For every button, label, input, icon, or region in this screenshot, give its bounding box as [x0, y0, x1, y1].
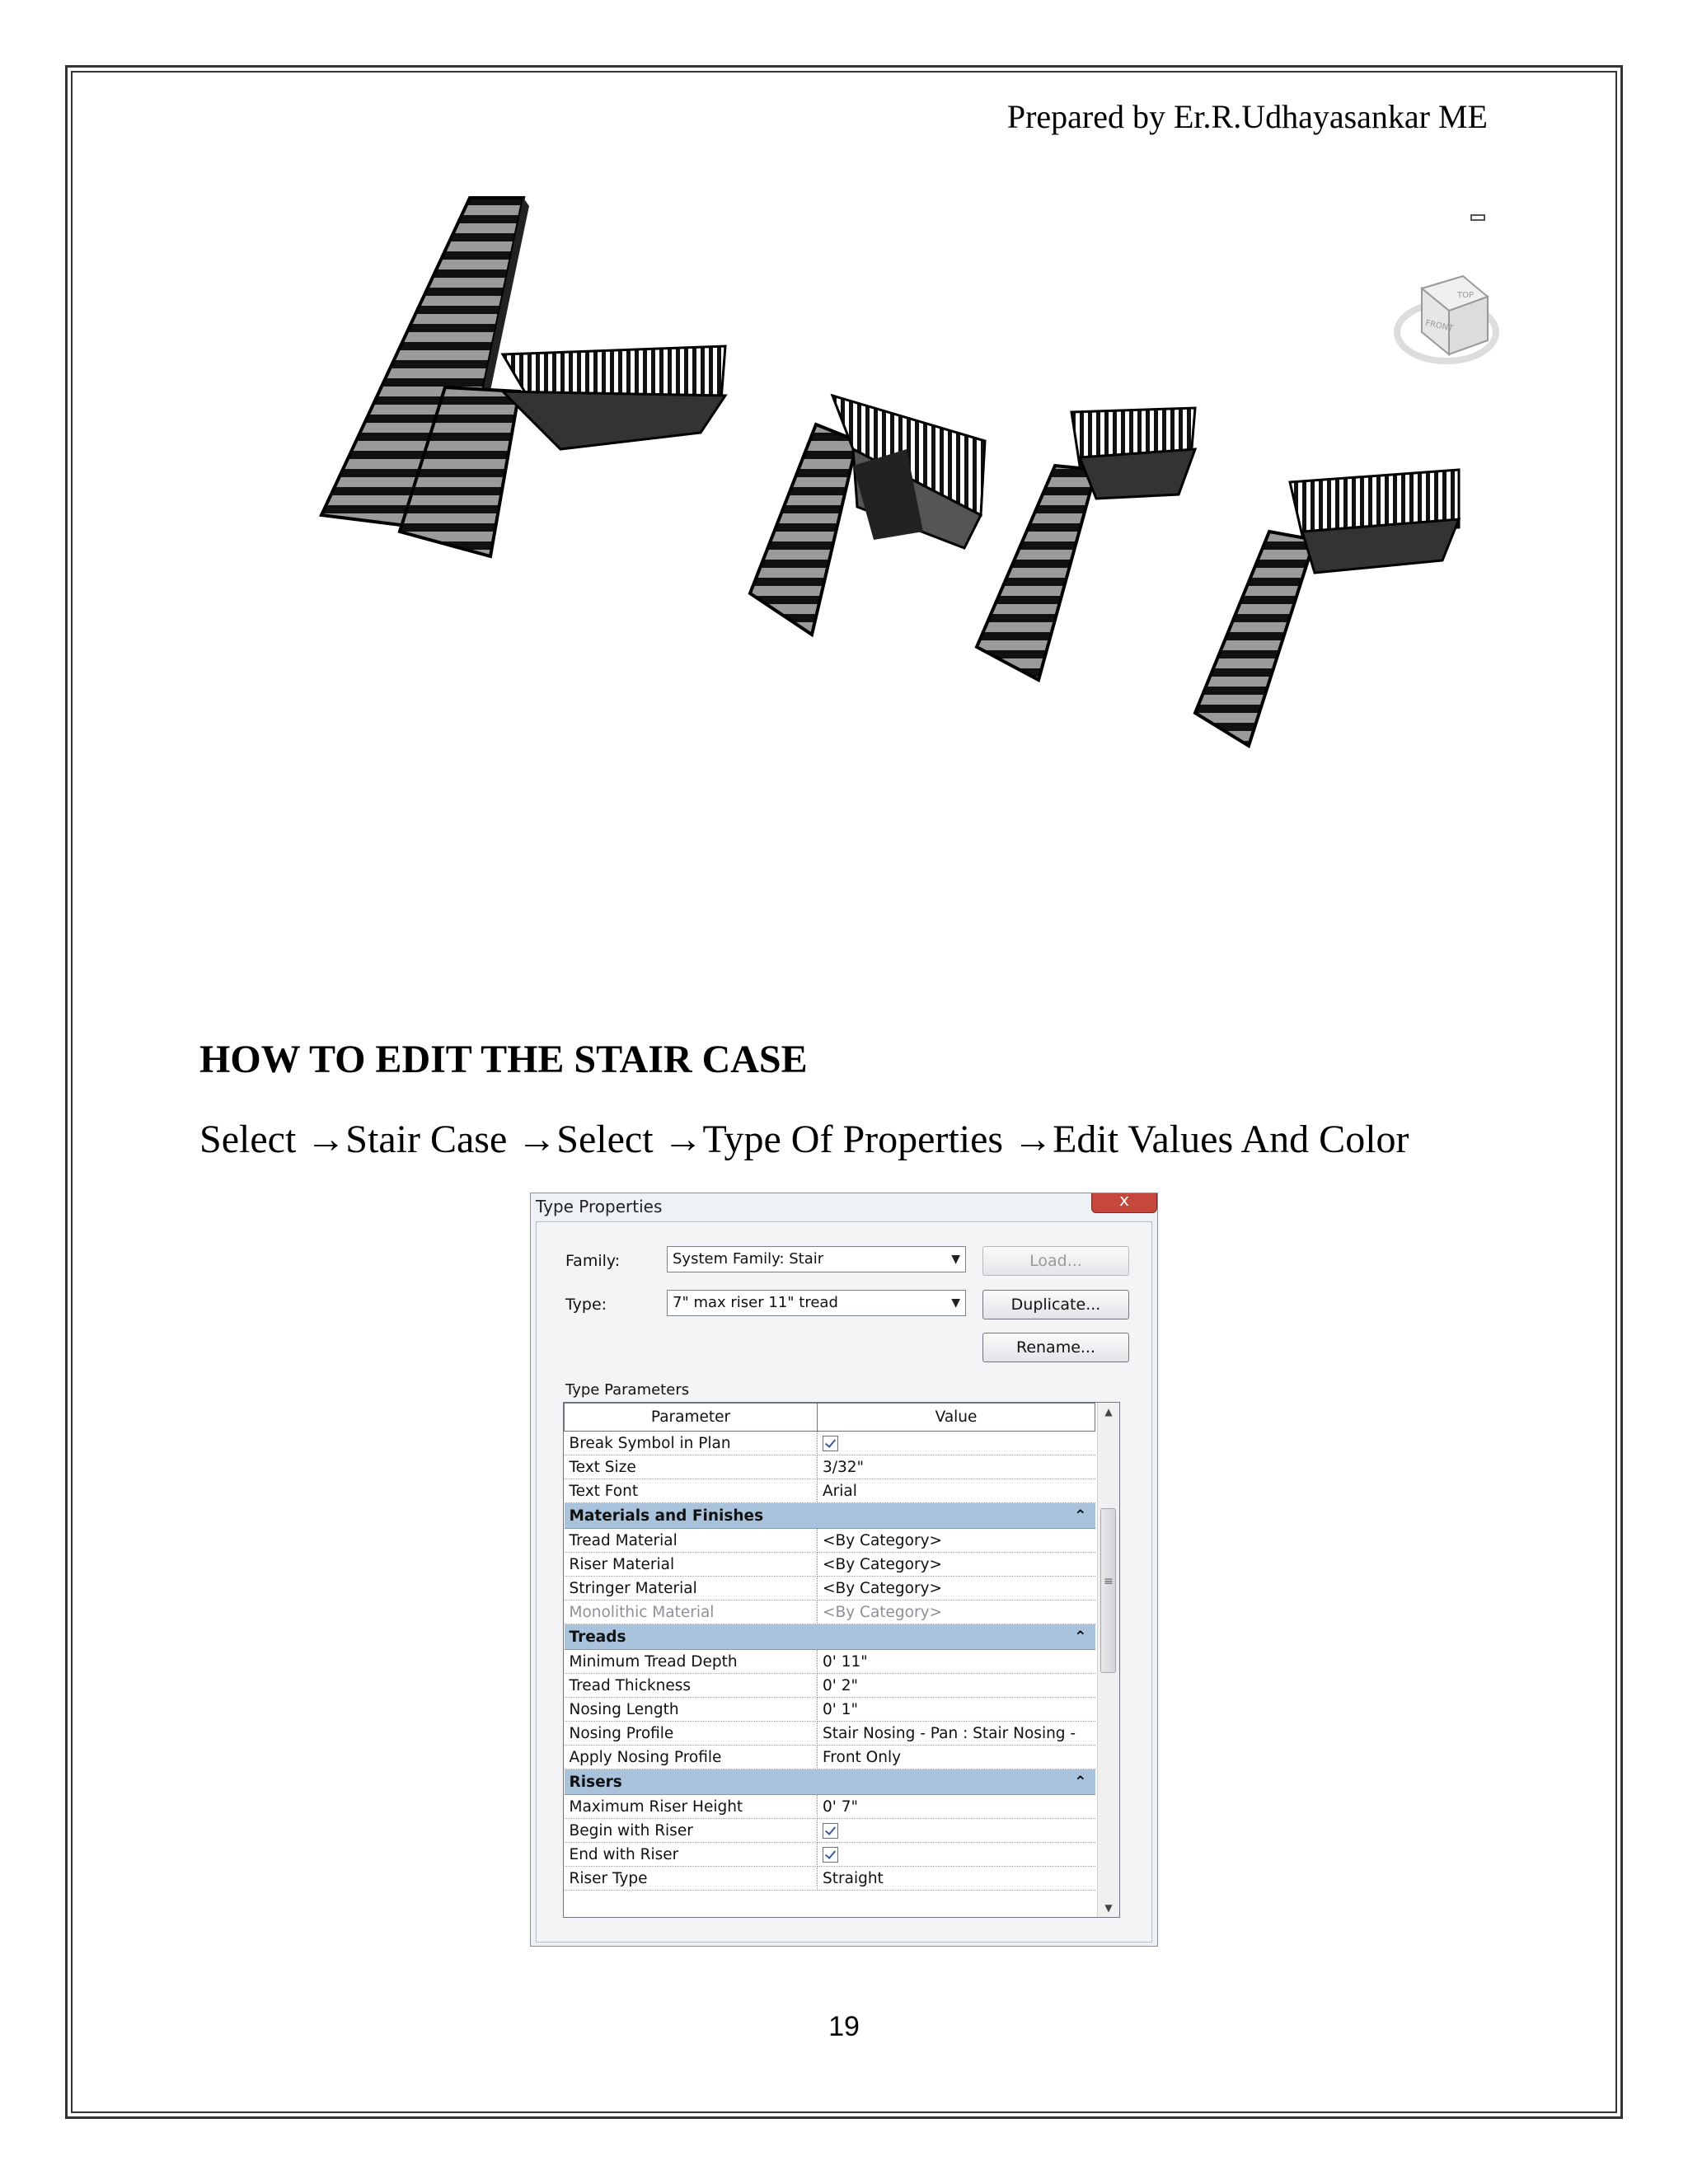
parameter-value-cell[interactable]: <By Category> — [818, 1577, 1095, 1601]
group-header-row[interactable] — [565, 1624, 1095, 1650]
parameter-name-cell: Stringer Material — [565, 1577, 818, 1601]
table-row[interactable] — [565, 1432, 1095, 1455]
parameter-value-cell[interactable]: <By Category> — [818, 1553, 1095, 1577]
parameter-value-cell[interactable]: <By Category> — [818, 1529, 1095, 1553]
collapse-chevron-icon[interactable]: ⌃ — [1073, 1773, 1087, 1791]
parameter-name-cell: End with Riser — [565, 1843, 818, 1867]
type-label: Type: — [565, 1296, 607, 1314]
prepared-by-text: Prepared by Er.R.Udhayasankar ME — [1006, 98, 1488, 135]
parameter-name-cell: Text Font — [565, 1479, 818, 1503]
group-label: Treads — [569, 1628, 626, 1646]
table-row[interactable] — [565, 1479, 1095, 1503]
parameter-name-cell: Maximum Riser Height — [565, 1795, 818, 1819]
parameter-name-cell: Minimum Tread Depth — [565, 1650, 818, 1674]
group-header-row[interactable] — [565, 1769, 1095, 1795]
scroll-down-icon[interactable]: ▼ — [1104, 1902, 1113, 1914]
group-header-cell — [565, 1503, 1095, 1529]
family-select-value: System Family: Stair — [673, 1250, 824, 1268]
parameters-table — [564, 1403, 1095, 1891]
scroll-up-icon[interactable]: ▲ — [1104, 1406, 1113, 1418]
page-number: 19 — [828, 2011, 860, 2042]
parameter-name-cell: Riser Type — [565, 1867, 818, 1891]
parameter-name-cell: Tread Thickness — [565, 1674, 818, 1698]
parameter-value-cell[interactable]: Stair Nosing - Pan : Stair Nosing - — [818, 1722, 1095, 1746]
parameter-name-cell: Tread Material — [565, 1529, 818, 1553]
instruction-steps: Select →Stair Case →Select →Type Of Properties →Edit Values And Color — [199, 1118, 1409, 1161]
view-minimize-marker[interactable] — [1471, 215, 1484, 220]
stair-u-shaped — [750, 396, 985, 635]
family-label: Family: — [565, 1252, 621, 1270]
type-parameters-label: Type Parameters — [565, 1381, 690, 1399]
group-header-cell — [565, 1769, 1095, 1795]
parameter-name-cell: Apply Nosing Profile — [565, 1746, 818, 1769]
checkbox-checked[interactable] — [823, 1436, 838, 1451]
parameter-value-cell[interactable]: 0' 11" — [818, 1650, 1095, 1674]
table-row[interactable] — [565, 1553, 1095, 1577]
table-row[interactable] — [565, 1795, 1095, 1819]
parameters-table-body — [565, 1432, 1095, 1891]
column-header-value[interactable]: Value — [818, 1404, 1095, 1432]
table-row[interactable] — [565, 1529, 1095, 1553]
parameter-value-cell[interactable]: Front Only — [818, 1746, 1095, 1769]
section-heading: HOW TO EDIT THE STAIR CASE — [199, 1038, 808, 1081]
collapse-chevron-icon[interactable]: ⌃ — [1073, 1507, 1087, 1525]
stair-l-shaped-2 — [977, 408, 1195, 680]
parameter-name-cell: Nosing Length — [565, 1698, 818, 1722]
type-properties-dialog — [530, 1193, 1158, 1947]
parameter-name-cell: Monolithic Material — [565, 1601, 818, 1624]
parameter-value-cell[interactable]: 3/32" — [818, 1455, 1095, 1479]
stair-3d-views-figure — [313, 185, 1500, 762]
table-row[interactable] — [565, 1698, 1095, 1722]
type-parameters-grid — [563, 1402, 1120, 1918]
checkbox-checked[interactable] — [823, 1847, 838, 1863]
viewcube-icon[interactable] — [1397, 276, 1496, 361]
parameter-value-cell[interactable]: 0' 7" — [818, 1795, 1095, 1819]
vertical-scrollbar[interactable] — [1097, 1403, 1119, 1917]
load-button[interactable]: Load... — [982, 1246, 1129, 1276]
table-row[interactable] — [565, 1746, 1095, 1769]
parameter-value-cell[interactable] — [818, 1843, 1095, 1867]
svg-text:FRONT: FRONT — [1424, 318, 1454, 334]
table-row[interactable] — [565, 1674, 1095, 1698]
table-row[interactable] — [565, 1722, 1095, 1746]
svg-text:TOP: TOP — [1457, 291, 1475, 300]
table-row[interactable] — [565, 1819, 1095, 1843]
stair-l-shaped-3 — [1195, 470, 1459, 746]
parameter-name-cell: Nosing Profile — [565, 1722, 818, 1746]
rename-button[interactable]: Rename... — [982, 1333, 1129, 1362]
parameter-name-cell: Riser Material — [565, 1553, 818, 1577]
parameter-name-cell: Text Size — [565, 1455, 818, 1479]
type-select[interactable] — [667, 1290, 966, 1316]
table-row[interactable] — [565, 1577, 1095, 1601]
parameter-value-cell[interactable]: 0' 1" — [818, 1698, 1095, 1722]
parameter-value-cell[interactable]: Arial — [818, 1479, 1095, 1503]
table-row[interactable] — [565, 1650, 1095, 1674]
dialog-body — [536, 1221, 1152, 1943]
parameter-name-cell: Begin with Riser — [565, 1819, 818, 1843]
parameter-value-cell[interactable]: Straight — [818, 1867, 1095, 1891]
table-row[interactable] — [565, 1455, 1095, 1479]
group-label: Risers — [569, 1773, 622, 1791]
table-row[interactable] — [565, 1601, 1095, 1624]
parameter-name-cell: Break Symbol in Plan — [565, 1432, 818, 1455]
collapse-chevron-icon[interactable]: ⌃ — [1073, 1628, 1087, 1646]
parameter-value-cell[interactable]: 0' 2" — [818, 1674, 1095, 1698]
type-select-value: 7" max riser 11" tread — [673, 1294, 838, 1311]
column-header-parameter[interactable]: Parameter — [565, 1404, 818, 1432]
checkbox-checked[interactable] — [823, 1823, 838, 1839]
scrollbar-thumb[interactable] — [1100, 1508, 1116, 1673]
family-select[interactable] — [667, 1246, 966, 1272]
close-button[interactable]: x — [1091, 1193, 1157, 1213]
parameter-value-cell[interactable]: <By Category> — [818, 1601, 1095, 1624]
chevron-down-icon: ▼ — [951, 1296, 960, 1310]
chevron-down-icon: ▼ — [951, 1253, 960, 1266]
table-row[interactable] — [565, 1843, 1095, 1867]
group-header-row[interactable] — [565, 1503, 1095, 1529]
group-header-cell — [565, 1624, 1095, 1650]
group-label: Materials and Finishes — [569, 1507, 764, 1525]
duplicate-button[interactable]: Duplicate... — [982, 1290, 1129, 1319]
parameter-value-cell[interactable] — [818, 1432, 1095, 1455]
parameter-value-cell[interactable] — [818, 1819, 1095, 1843]
table-row[interactable] — [565, 1867, 1095, 1891]
dialog-title: Type Properties — [536, 1197, 663, 1216]
